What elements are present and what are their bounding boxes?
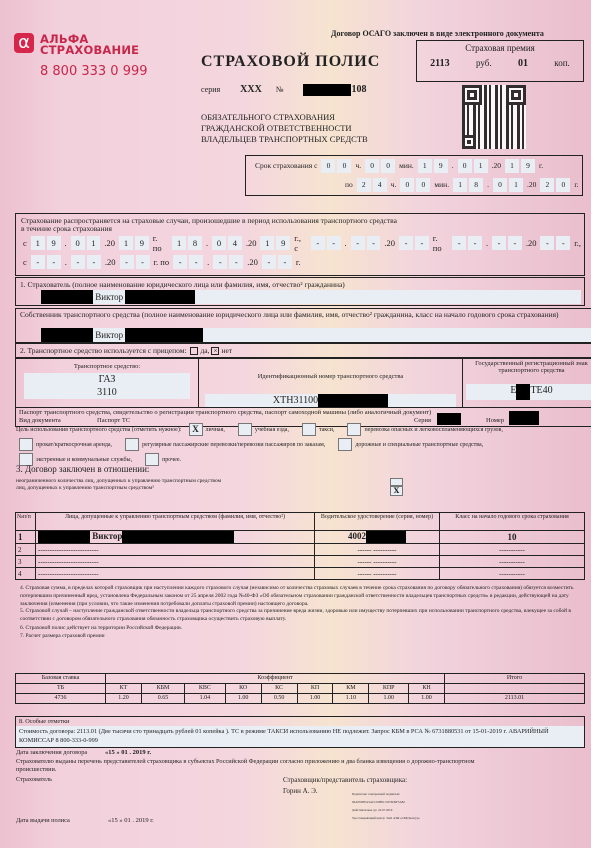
table-cell [36, 544, 315, 556]
digit-cell: 1 [87, 236, 101, 250]
series-label: серия [201, 85, 221, 94]
contract-date: «15 » 01 . 2019 г. [105, 749, 152, 756]
digit-cell: 0 [556, 178, 570, 192]
table-cell [16, 531, 36, 544]
redacted-block [41, 290, 93, 304]
separator-label: .20 [384, 238, 396, 248]
calc-col-header: КМ [333, 684, 369, 694]
separator-label: мин. [399, 161, 414, 170]
insurer-section [15, 277, 585, 306]
digit-cell: 0 [71, 236, 85, 250]
purpose-section [16, 423, 591, 468]
calc-col-header: КТ [106, 684, 142, 694]
cell-text: ----------- [499, 545, 525, 554]
insured-label: Страхователь [16, 776, 53, 783]
table-cell [440, 544, 585, 556]
digit-cell: 0 [493, 178, 507, 192]
calc-value: 0.50 [261, 694, 297, 704]
digit-cell: - [136, 255, 150, 269]
calc-col-header: КН [408, 684, 444, 694]
redacted-block [303, 84, 351, 96]
calc-col-header: КПР [369, 684, 409, 694]
purpose-option-label: перевозка опасных и легковоспламеняющихся грузов, [364, 427, 503, 433]
premium-kop: 01 [517, 58, 528, 69]
digit-cell: - [120, 255, 134, 269]
drivers-header: Класс на начало годового срока страхования [440, 513, 585, 531]
redacted-block [125, 328, 203, 342]
table-row [16, 694, 585, 704]
cell-text: 1 [18, 532, 23, 542]
separator-label: ч. [355, 161, 362, 170]
qr-code-icon [462, 85, 526, 149]
separator-label: г. [574, 180, 579, 189]
purpose-option[interactable] [122, 442, 325, 448]
redacted-block [41, 328, 93, 342]
separator-label: .20 [525, 238, 537, 248]
calc-value: 1.00 [297, 694, 333, 704]
table-cell [36, 568, 315, 580]
premium-calc-table [15, 673, 585, 704]
calc-col-header: КП [297, 684, 333, 694]
vehicle-table [15, 358, 601, 427]
redacted-block [122, 531, 234, 543]
series-value: XXX [240, 84, 262, 95]
cell-text: -------------------------- [38, 545, 99, 554]
clause-7: 7. Расчет размера страховой премии [20, 632, 105, 639]
calc-value: 1.10 [333, 694, 369, 704]
contract-opt1: неограниченного количества лиц, допущенных к управлению транспортным средством [16, 478, 222, 484]
cell-text: 4002 [348, 531, 366, 542]
calc-col-header: КВС [185, 684, 226, 694]
digit-cell: 0 [458, 159, 472, 173]
separator-label: г. [539, 161, 544, 170]
purpose-option-label: такси, [318, 427, 335, 433]
digit-cell: 1 [418, 159, 432, 173]
clauses [20, 585, 585, 641]
period-from-label: Срок страхования с [255, 161, 318, 170]
digit-cell: 0 [365, 159, 379, 173]
digit-cell: - [71, 255, 85, 269]
digit-cell: 0 [416, 178, 430, 192]
digit-cell: - [189, 255, 203, 269]
digit-cell: 9 [276, 236, 290, 250]
digit-cell: 8 [188, 236, 202, 250]
cell-text: ------ ---------- [357, 545, 397, 554]
cell-text: Виктор [92, 531, 123, 542]
digit-cell: - [492, 236, 506, 250]
digit-cell: 2 [357, 178, 371, 192]
alfa-logo-icon: α [14, 33, 34, 53]
digit-cell: - [556, 236, 570, 250]
trailer-no-checkbox[interactable]: × [211, 347, 219, 355]
separator-label: .20 [245, 238, 257, 248]
oblig-title [201, 112, 368, 145]
digit-cell: 0 [337, 159, 351, 173]
digit-cell: 9 [47, 236, 61, 250]
digit-cell: - [508, 236, 522, 250]
period-to-label: по [345, 180, 353, 189]
cell-text: -------------------------- [38, 569, 99, 578]
cell-text: ----------- [499, 569, 525, 578]
digit-cell: - [452, 236, 466, 250]
separator-label: мин. [434, 180, 450, 189]
separator-label: с [23, 257, 27, 267]
table-cell [315, 531, 440, 544]
table-cell [36, 556, 315, 568]
company-name-line1: АЛЬФА [40, 32, 89, 46]
base-rate-header: Базовая ставка [16, 674, 106, 684]
digit-cell: 1 [474, 159, 488, 173]
separator-label: . [451, 161, 454, 170]
issue-date-label: Дата выдачи полиса [16, 817, 70, 824]
separator-label: . [205, 238, 209, 248]
doc-label: Паспорт транспортного средства, свидетельство о регистрации транспортного средства, паспорт самоходной машины (либо аналогичный документ) [19, 409, 432, 416]
purpose-option[interactable] [16, 442, 112, 448]
special-notes [15, 716, 585, 748]
calc-value: 1.00 [408, 694, 444, 704]
table-row [16, 556, 585, 568]
table-row [16, 544, 585, 556]
cell-text: ------ ---------- [357, 569, 397, 578]
redacted-block [318, 394, 388, 407]
digit-cell: - [327, 236, 341, 250]
calc-col-header: КС [261, 684, 297, 694]
digit-cell: - [173, 255, 187, 269]
purpose-checkbox[interactable] [238, 423, 252, 436]
separator-label: . [344, 238, 347, 248]
unlimited-checkbox[interactable] [390, 478, 403, 486]
insurer-label: 1. Страхователь (полное наименование юридического лица или фамилия, имя, отчество² гражданина) [20, 280, 345, 289]
separator-label: . [64, 238, 67, 248]
separator-label: г. [295, 257, 301, 267]
digit-cell: - [351, 236, 365, 250]
digit-cell: - [87, 255, 101, 269]
separator-label: г. по [152, 233, 162, 253]
usage-text: Страхование распространяется на страховые случаи, произошедшие в период использования транспортного средства [21, 216, 397, 225]
purpose-option[interactable] [335, 442, 483, 448]
purpose-option[interactable] [344, 427, 502, 433]
vehicle-model: 3110 [97, 387, 117, 398]
calc-value: 4736 [16, 694, 106, 704]
purpose-checkbox[interactable] [19, 438, 33, 451]
digit-cell: 0 [381, 159, 395, 173]
clause-4: 4. Страховая сумма, в пределах которой страховщик при наступлении каждого страхового случая (независимо от количества страховых случаев в течение срока страхования по договору обязательного страхования) обязуется возместить потерпевшим причиненный вред, установлена Федеральным законом от 25 апреля 2002 года №40-ФЗ «Об обязательном страховании гражданской ответственности владельцев транспортных средств» в редакции, действующей на дату заключения (изменения (при условии, что такие изменения потребовали доплаты страховой премии) настоящего договора. [20, 585, 574, 607]
separator-label: г. по [432, 233, 442, 253]
separator-label: .20 [104, 257, 116, 267]
insurer-rep-label: Страховщик/представитель страховщика: [283, 776, 408, 784]
digit-cell: 9 [135, 236, 149, 250]
plate-header: Государственный регистрационный знак транспортного средства [475, 360, 588, 374]
esign-line: Действительна до: 22.07.2019 [352, 808, 393, 812]
contract-opt2: лиц, допущенных к управлению транспортным средством³ [16, 485, 154, 491]
redacted-block [366, 531, 406, 543]
separator-label: . [64, 257, 67, 267]
redacted-block [516, 384, 530, 400]
digit-cell: - [31, 255, 45, 269]
cell-text: -------------------------- [38, 557, 99, 566]
kop-label: коп. [554, 58, 570, 68]
rub-label: руб. [475, 58, 492, 68]
doc-series-label: Серия [414, 417, 432, 424]
calc-empty [445, 684, 585, 694]
vehicle-header: Транспортное средство: [73, 363, 141, 370]
separator-label: с [23, 238, 27, 248]
table-cell [315, 544, 440, 556]
digit-cell: - [213, 255, 227, 269]
digit-cell: 1 [31, 236, 45, 250]
series-number [201, 84, 366, 96]
redacted-block [125, 290, 195, 304]
company-name-line2: СТРАХОВАНИЕ [40, 43, 140, 57]
calc-col-header: КО [225, 684, 261, 694]
company-name [40, 34, 139, 56]
drivers-header: Водительское удостоверение (серия, номер) [315, 513, 440, 531]
digit-cell: 2 [540, 178, 554, 192]
insurer-name: Виктор [95, 292, 124, 302]
digit-cell: - [415, 236, 429, 250]
special-label: 8. Особые отметки [19, 718, 70, 725]
esign-line: Удостоверяющий центр: ЗАО «ПФ «СКБ Контур» [352, 816, 420, 820]
purpose-checkbox[interactable] [125, 438, 139, 451]
digit-cell: 1 [172, 236, 186, 250]
purpose-checkbox[interactable] [347, 423, 361, 436]
owner-label: Собственник транспортного средства (полное наименование юридического лица или фамилия, имя, отчество² гражданина, класс на начало годового срока страхования) [20, 310, 559, 319]
purpose-option-label: прокат/краткосрочная аренда, [36, 442, 113, 448]
table-cell [16, 544, 36, 556]
coefficient-header: Коэффициент [106, 674, 445, 684]
esign-line: 00AF60EFA5ACC0088113376D9F5A82 [352, 800, 405, 804]
table-cell [440, 531, 585, 544]
calc-col-header: КБМ [141, 684, 184, 694]
limited-checkbox[interactable]: X [390, 486, 403, 496]
trailer-no-label: нет [221, 346, 233, 355]
right-margin [591, 0, 601, 848]
table-row [16, 568, 585, 580]
table-cell [315, 568, 440, 580]
table-cell [440, 556, 585, 568]
esign-line: Подписано электронной подписью: [352, 792, 401, 796]
separator-label: .20 [247, 257, 258, 267]
trailer-label: 2. Транспортное средство используется с прицепом: [20, 346, 187, 355]
calc-value: 1.00 [225, 694, 261, 704]
premium-rub: 2113 [430, 58, 450, 69]
premium-label: Страховая премия [465, 43, 535, 53]
purpose-option-label: учебная езда, [254, 427, 289, 433]
policy-title: СТРАХОВОЙ ПОЛИС [201, 53, 381, 70]
digit-cell: 9 [434, 159, 448, 173]
table-cell [315, 556, 440, 568]
cell-text: 2 [18, 545, 22, 554]
usage-period-section [15, 213, 585, 276]
calc-total: 2113.01 [445, 694, 585, 704]
drivers-header: Лица, допущенные к управлению транспортным средством (фамилия, имя, отчество²) [36, 513, 315, 531]
drivers-header: №п/п [16, 513, 36, 531]
vin-header: Идентификационный номер транспортного средства [257, 373, 404, 380]
cell-text: 3 [18, 557, 22, 566]
purpose-option-label: регулярные пассажирские перевозки/перевозки пассажиров по заказам, [142, 442, 326, 448]
trailer-yes-checkbox[interactable] [190, 347, 198, 355]
owner-name: Виктор [95, 330, 124, 340]
company-phone: 8 800 333 0 999 [40, 64, 148, 79]
table-cell [440, 568, 585, 580]
purpose-option[interactable] [235, 427, 289, 433]
purpose-label: Цель использования транспортного средства (отметить нужное): [16, 427, 182, 433]
premium-box [416, 40, 584, 82]
number-label: № [275, 85, 284, 94]
digit-cell: - [540, 236, 554, 250]
total-header: Итого [445, 674, 585, 684]
separator-label: .20 [491, 161, 502, 170]
digit-cell: 0 [212, 236, 226, 250]
plate-suffix: ТЕ40 [530, 385, 553, 396]
table-row [16, 531, 585, 544]
contract-boxes [390, 478, 403, 496]
purpose-checkbox[interactable] [302, 423, 316, 436]
purpose-option-label: экстренные и коммунальные службы, [36, 457, 133, 463]
contract-date-label: Дата заключения договора [16, 749, 88, 756]
table-cell [16, 556, 36, 568]
doc-number-label: Номер [486, 417, 505, 424]
digit-cell: - [278, 255, 292, 269]
special-text: Стоимость договора: 2113.01 (Две тысячи сто тринадцать рублей 01 копейка ). ТС в режиме ТАКСИ использованию НЕ подлежит. Запрос КБМ в РСА № 6731880531 от 15-01-2019 г. АВАРИЙНЫЙ КОМИССАР 8 800-333-0-999 [16, 726, 584, 747]
notice-text: Страхователю выданы перечень представителей страховщика в субъектах Российской Федерации согласно приложению и два бланка извещения о дорожно-транспортном происшествии. [16, 758, 475, 773]
digit-cell: - [47, 255, 61, 269]
separator-label: .20 [526, 180, 537, 189]
purpose-option[interactable] [16, 457, 132, 463]
number-suffix: 108 [351, 84, 367, 95]
digit-cell: 4 [373, 178, 387, 192]
digit-cell: 9 [521, 159, 535, 173]
purpose-option-label: прочее. [162, 457, 181, 463]
table-cell [36, 531, 315, 544]
oblig-line: ВЛАДЕЛЬЦЕВ ТРАНСПОРТНЫХ СРЕДСТВ [201, 134, 368, 144]
owner-section [15, 308, 601, 343]
issue-date: «15 » 01 . 2019 г. [108, 817, 154, 824]
digit-cell: 1 [505, 159, 519, 173]
clause-6: 6. Страховой полис действует на территории Российской Федерации. [20, 624, 183, 631]
digit-cell: - [311, 236, 325, 250]
vehicle-make: ГАЗ [98, 374, 116, 385]
cell-text: ----------- [499, 557, 525, 566]
digit-cell: 1 [453, 178, 467, 192]
calc-value: 1.04 [185, 694, 226, 704]
purpose-option-label: дорожные и специальные транспортные средства, [355, 442, 484, 448]
separator-label: . [207, 257, 210, 267]
vin-value: XTH31100 [272, 395, 319, 406]
plate-prefix: Е [510, 385, 517, 396]
digit-cell: - [468, 236, 482, 250]
contract-options [16, 478, 221, 492]
separator-label: г. по [153, 257, 170, 267]
cell-text: 4 [18, 569, 22, 578]
separator-label: г., [574, 238, 582, 248]
electronic-note: Договор ОСАГО заключен в виде электронного документа [331, 29, 544, 38]
oblig-line: ГРАЖДАНСКОЙ ОТВЕТСТВЕННОСТИ [201, 123, 352, 133]
table-cell [16, 568, 36, 580]
clause-5: 5. Страховой случай – наступление гражданской ответственности владельца транспортного средства за причинение вреда жизни, здоровью или имуществу потерпевших при использовании транспортного средства, влекущее за собой в соответствии с договором обязательного страхования обязанность страховщика осуществить страховую выплату. [20, 608, 572, 623]
digit-cell: - [399, 236, 413, 250]
separator-label: . [485, 238, 489, 248]
digit-cell: 4 [228, 236, 242, 250]
digit-cell: 8 [469, 178, 483, 192]
digit-cell: 0 [321, 159, 335, 173]
calc-col-header: ТБ [16, 684, 106, 694]
digit-cell: 1 [119, 236, 133, 250]
separator-label: . [487, 180, 489, 189]
doc-type-value: Паспорт ТС [97, 417, 131, 424]
trailer-yes-label: да, [200, 346, 210, 355]
digit-cell: 1 [509, 178, 523, 192]
purpose-option[interactable] [186, 424, 225, 435]
digit-cell: 0 [400, 178, 414, 192]
oblig-line: ОБЯЗАТЕЛЬНОГО СТРАХОВАНИЯ [201, 112, 335, 122]
digit-cell: - [262, 255, 276, 269]
doc-type-label: Вид документа [19, 417, 61, 424]
calc-value: 0.65 [141, 694, 184, 704]
purpose-option[interactable] [299, 427, 335, 433]
drivers-table [15, 512, 585, 580]
contract-label: 3. Договор заключен в отношении: [16, 464, 150, 474]
separator-label: ч. [390, 180, 397, 189]
insurer-rep: Горин А. Э. [283, 787, 318, 795]
purpose-checkbox[interactable] [338, 438, 352, 451]
calc-value: 1.20 [106, 694, 142, 704]
calc-value: 1.00 [369, 694, 409, 704]
usage-text2: в течение срока страхования [21, 224, 112, 233]
digit-cell: - [229, 255, 243, 269]
trailer-section [15, 343, 601, 358]
redacted-block [38, 531, 90, 543]
purpose-checkbox[interactable]: X [189, 423, 203, 436]
cell-text: 10 [507, 532, 517, 542]
e-signature [352, 790, 420, 822]
purpose-option-label: личная, [205, 427, 225, 433]
separator-label: г., с [294, 233, 301, 253]
purpose-option[interactable] [142, 457, 181, 463]
digit-cell: - [367, 236, 381, 250]
digit-cell: 1 [260, 236, 274, 250]
cell-text: ------ ---------- [357, 557, 397, 566]
separator-label: .20 [104, 238, 116, 248]
insurance-period [245, 155, 583, 196]
